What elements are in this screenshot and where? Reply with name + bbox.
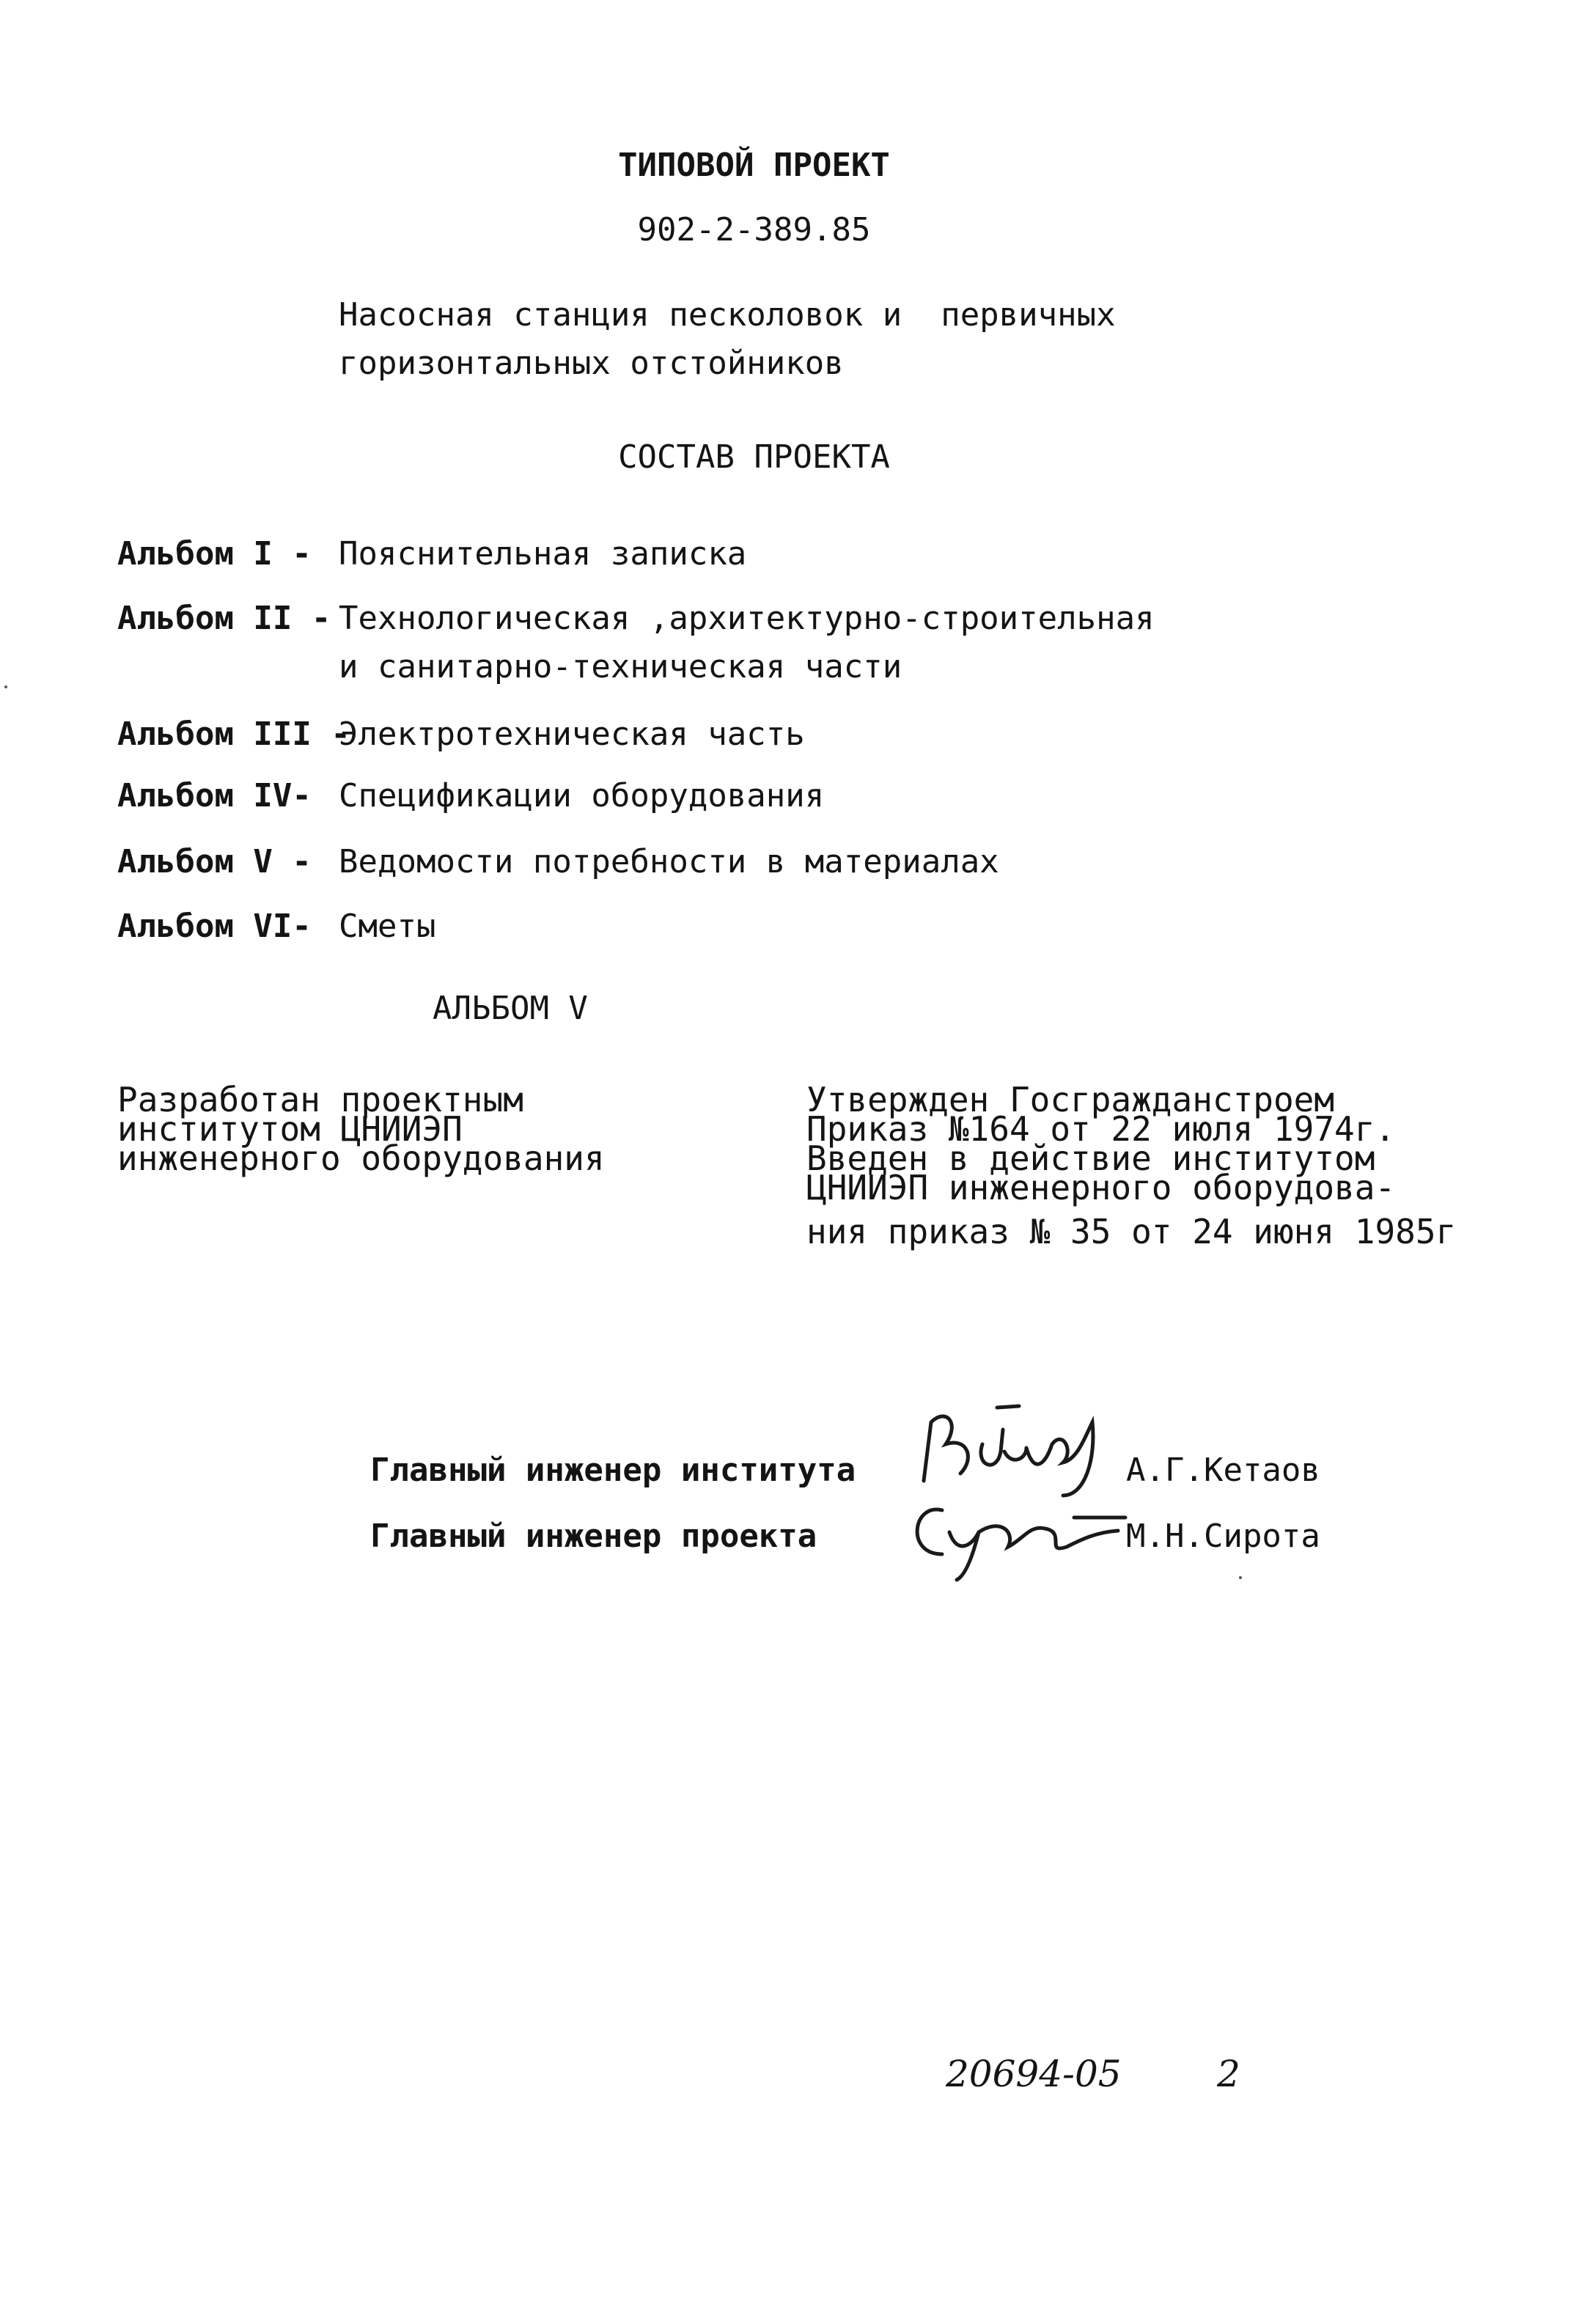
project-title-line2: горизонтальных отстойников <box>339 345 844 382</box>
album-description: Пояснительная записка <box>339 535 747 573</box>
album-description: Сметы <box>339 908 436 945</box>
approval-line: Утвержден Госгражданстроем <box>806 1080 1335 1119</box>
scan-speck <box>1239 1576 1242 1579</box>
inventory-number: 20694-05 <box>946 2053 1122 2095</box>
album-label: Альбом II - <box>117 600 331 637</box>
developer-line: Разработан проектным <box>117 1080 523 1119</box>
developer-line: институтом ЦНИИЭП <box>117 1109 463 1149</box>
signature-name: А.Г.Кетаов <box>1126 1452 1320 1489</box>
album-description: Электротехническая часть <box>339 716 805 753</box>
handwritten-signature <box>898 1488 1133 1583</box>
album-label: Альбом IV- <box>117 777 312 814</box>
scan-speck <box>4 685 7 688</box>
album-description-continued: и санитарно-техническая части <box>339 648 902 685</box>
developer-line: инженерного оборудования <box>117 1139 605 1178</box>
approval-line: ЦНИИЭП инженерного оборудова- <box>806 1168 1396 1207</box>
project-title-line1: Насосная станция песколовок и первичных <box>339 296 1116 334</box>
album-label: Альбом III - <box>117 716 350 753</box>
signature-role: Главный инженер института <box>370 1452 856 1489</box>
album-label: Альбом V - <box>117 843 312 880</box>
composition-heading: СОСТАВ ПРОЕКТА <box>618 438 890 476</box>
approval-line: ния приказ № 35 от 24 июня 1985г <box>806 1212 1457 1251</box>
album-description: Спецификации оборудования <box>339 777 825 814</box>
project-type-heading: ТИПОВОЙ ПРОЕКТ <box>618 147 890 184</box>
album-description: Ведомости потребности в материалах <box>339 843 999 880</box>
album-label: Альбом VI- <box>117 908 312 945</box>
album-label: Альбом I - <box>117 535 312 573</box>
approval-line: Введен в действие институтом <box>806 1139 1375 1178</box>
page-number: 2 <box>1217 2053 1240 2095</box>
signature-role: Главный инженер проекта <box>370 1518 817 1555</box>
signature-name: М.Н.Сирота <box>1126 1518 1320 1555</box>
project-number: 902-2-389.85 <box>637 211 871 249</box>
current-album-heading: АЛЬБОМ V <box>433 990 588 1027</box>
approval-line: Приказ №164 от 22 июля 1974г. <box>806 1109 1396 1149</box>
album-description: Технологическая ,архитектурно-строительная <box>339 600 1155 637</box>
handwritten-signature <box>916 1378 1136 1503</box>
